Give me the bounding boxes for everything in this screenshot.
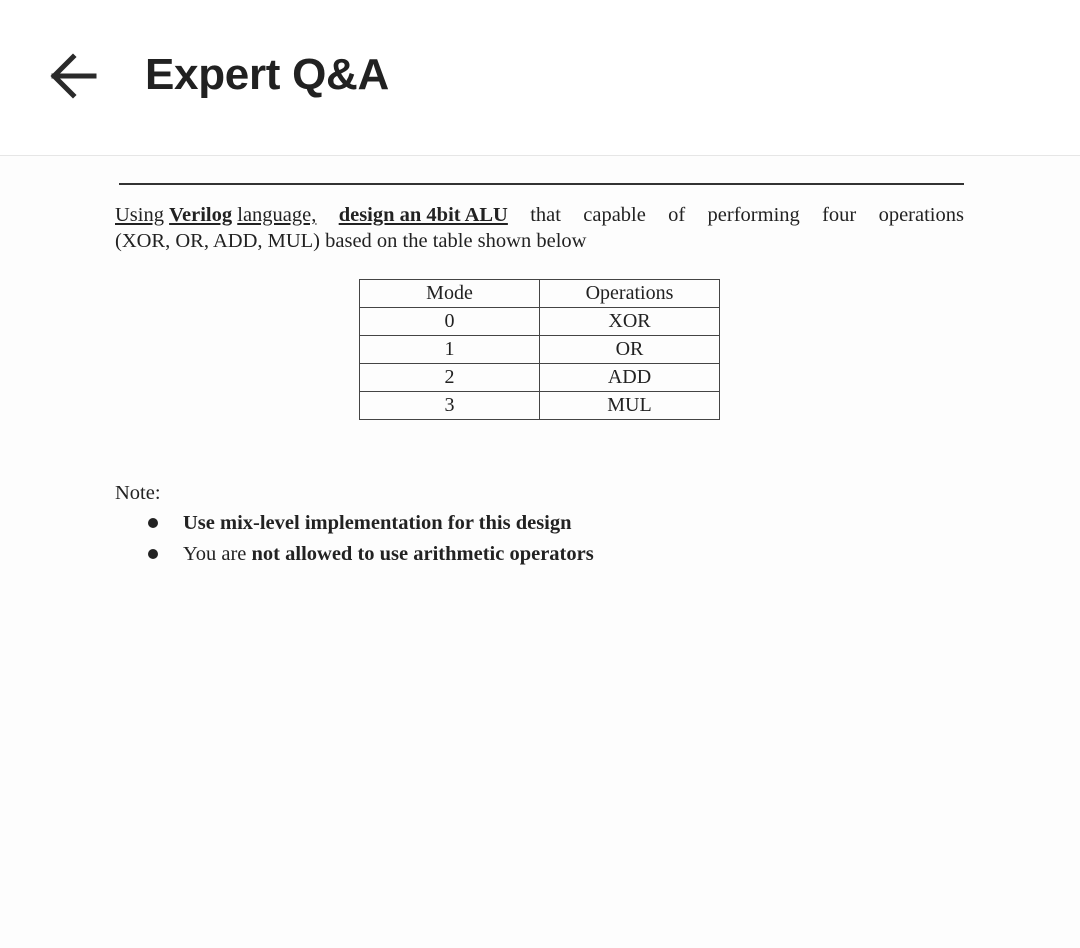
app-bar: [0, 0, 1080, 156]
table-cell-operation: OR: [540, 336, 720, 364]
word-performing: performing: [707, 204, 800, 226]
divider: [119, 183, 964, 185]
table-cell-operation: ADD: [540, 364, 720, 392]
note-item-2-bold: not allowed to use arithmetic operators: [251, 543, 594, 565]
word-capable: capable: [583, 204, 646, 226]
question-phrase-1: [115, 202, 316, 228]
arrow-left-icon: [46, 50, 98, 102]
table-cell-mode: 3: [360, 392, 540, 420]
word-of: of: [668, 204, 686, 226]
list-item: [147, 541, 594, 572]
table-header-operations: Operations: [540, 280, 720, 308]
note-list: [147, 510, 594, 572]
list-item: [147, 510, 594, 541]
table-row: [360, 364, 720, 392]
bullet-icon: [148, 549, 158, 559]
note-item-1: Use mix-level implementation for this design: [183, 512, 572, 534]
mode-operations-table: [359, 279, 720, 420]
question-line-1: [115, 202, 964, 228]
table-header-row: [360, 280, 720, 308]
table-header-mode: Mode: [360, 280, 540, 308]
word-language: language,: [237, 204, 317, 226]
question-document: [0, 156, 1080, 948]
table-cell-operation: MUL: [540, 392, 720, 420]
word-verilog: Verilog: [169, 204, 233, 226]
bullet-icon: [148, 518, 158, 528]
word-four: four: [822, 204, 857, 226]
page-title: Expert Q&A: [145, 50, 389, 99]
word-using: Using: [115, 204, 164, 226]
table-row: [360, 308, 720, 336]
table-cell-mode: 2: [360, 364, 540, 392]
question-text: [115, 202, 964, 254]
table-cell-mode: 1: [360, 336, 540, 364]
table-row: [360, 336, 720, 364]
table-cell-operation: XOR: [540, 308, 720, 336]
table-cell-mode: 0: [360, 308, 540, 336]
note-label: Note:: [115, 482, 161, 504]
word-operations: operations: [878, 204, 964, 226]
word-that: that: [530, 204, 561, 226]
word-design-alu: design an 4bit ALU: [338, 204, 508, 226]
note-item-2-prefix: You are: [183, 543, 247, 565]
question-line-2: (XOR, OR, ADD, MUL) based on the table shown below: [115, 230, 587, 252]
back-button[interactable]: [40, 44, 104, 108]
table-row: [360, 392, 720, 420]
